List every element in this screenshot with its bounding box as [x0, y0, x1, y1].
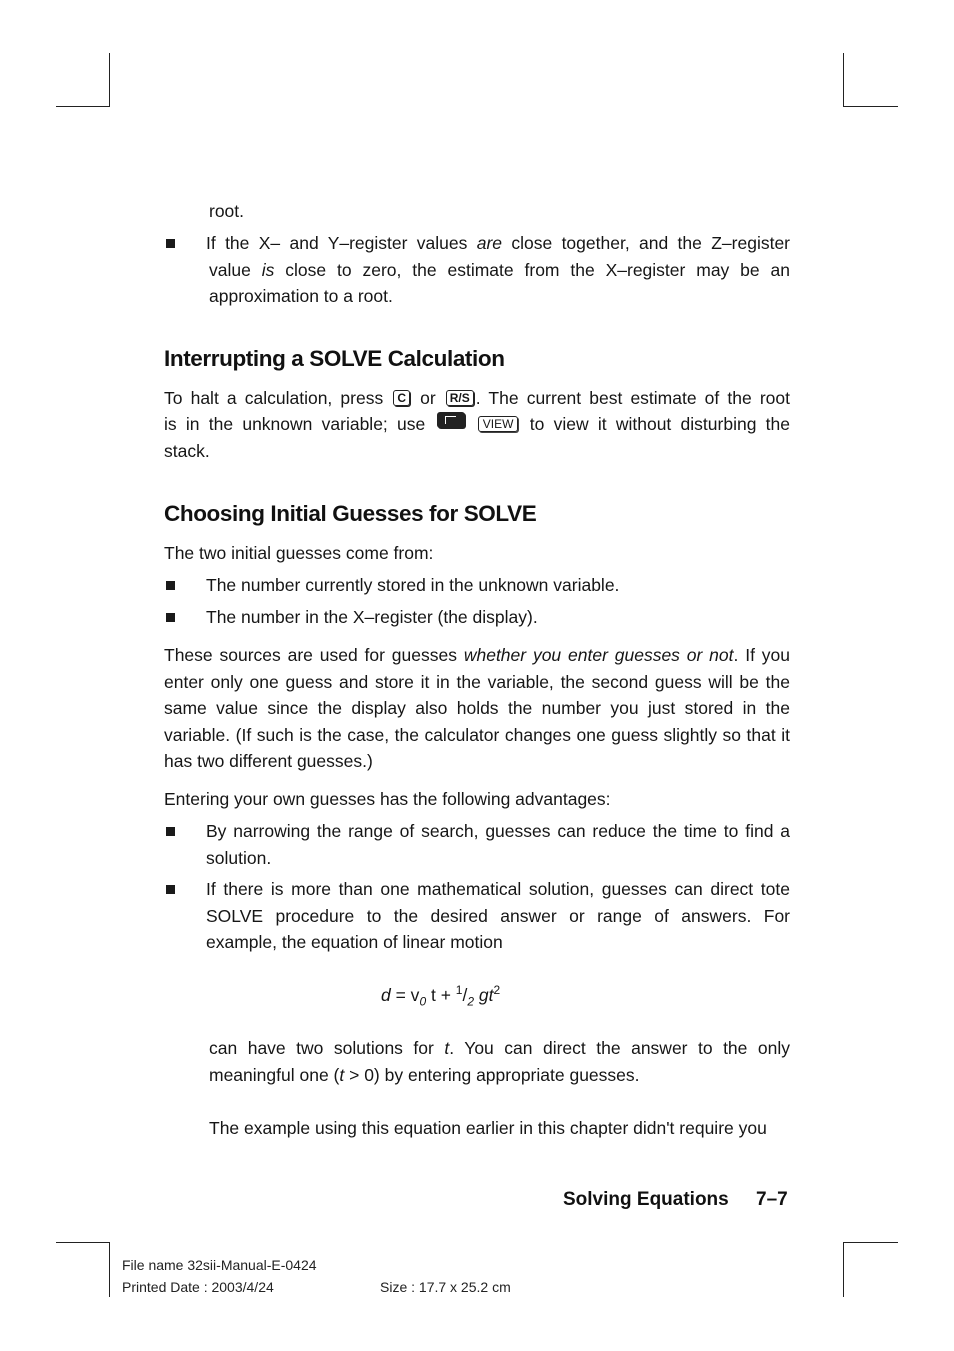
crop-mark-bl-h [56, 1242, 110, 1243]
bullet-xyz-line3: approximation to a root. [209, 286, 393, 306]
continuation-root: root. [209, 201, 245, 221]
shift-key-icon [437, 412, 465, 428]
advantage-item-2: If there is more than one mathematical solution, guesses can direct tote SOLVE procedure to the desired answer or range of answers. For example, the equation of linear motion [206, 879, 790, 952]
interrupt-line1: To halt a calculation, press C or R/S . The current best estimate of the root [164, 388, 790, 408]
interrupt-line2: is in the unknown variable; use VIEW to view it without disturbing the [164, 414, 790, 434]
bullet-square-icon [166, 827, 175, 836]
bullet-square-icon [166, 581, 175, 590]
bullet-square-icon [166, 885, 175, 894]
heading-choosing-guesses: Choosing Initial Guesses for SOLVE [164, 501, 537, 526]
guess-source-item: The number currently stored in the unknown variable. [206, 575, 620, 595]
crop-mark-br-h [843, 1242, 898, 1243]
interrupt-line3: stack. [164, 441, 210, 461]
key-c-button: C [393, 390, 410, 406]
size-label: Size : 17.7 x 25.2 cm [380, 1279, 511, 1295]
crop-mark-tr-v [843, 53, 844, 107]
file-name-label: File name 32sii-Manual-E-0424 [122, 1257, 317, 1273]
crop-mark-tl-v [109, 53, 110, 107]
footer-page-number: 7–7 [756, 1189, 788, 1210]
heading-interrupting: Interrupting a SOLVE Calculation [164, 346, 505, 371]
after-equation-paragraph: can have two solutions for t. You can direct the answer to the only meaningful one (t > 0) by entering appropriate guesses. [209, 1038, 790, 1085]
advantages-intro: Entering your own guesses has the following advantages: [164, 789, 611, 809]
crop-mark-tl-h [56, 106, 110, 107]
crop-mark-bl-v [109, 1242, 110, 1297]
footer-chapter-title: Solving Equations [563, 1189, 729, 1210]
bullet-square-icon [166, 239, 175, 248]
advantage-item-1: By narrowing the range of search, guesses can reduce the time to find a solution. [206, 821, 790, 868]
guesses-intro: The two initial guesses come from: [164, 543, 434, 563]
guess-source-item: The number in the X–register (the display). [206, 607, 538, 627]
equation-linear-motion: $d = v_0$ $t + ^1/_2$ $gt^2$ [381, 983, 501, 1009]
bullet-xyz-line1: If the X– and Y–register values are close together, and the Z–register [206, 233, 791, 253]
sources-paragraph: These sources are used for guesses whether you enter guesses or not. If you enter only one guess and store it in the variable, the second guess will be the same value since the display also holds the number you just stored in the variable. (If such is the case, the calculator changes one guess slightly so that it has two different guesses.) [164, 645, 790, 771]
printed-date-label: Printed Date : 2003/4/24 [122, 1279, 274, 1295]
key-rs-button: R/S [446, 390, 474, 406]
crop-mark-tr-h [843, 106, 898, 107]
bullet-square-icon [166, 613, 175, 622]
key-view-button: VIEW [478, 416, 519, 432]
crop-mark-br-v [843, 1242, 844, 1297]
example-paragraph: The example using this equation earlier in this chapter didn't require you [209, 1118, 767, 1138]
bullet-xyz-line2: value is close to zero, the estimate from the X–register may be an [209, 260, 790, 280]
